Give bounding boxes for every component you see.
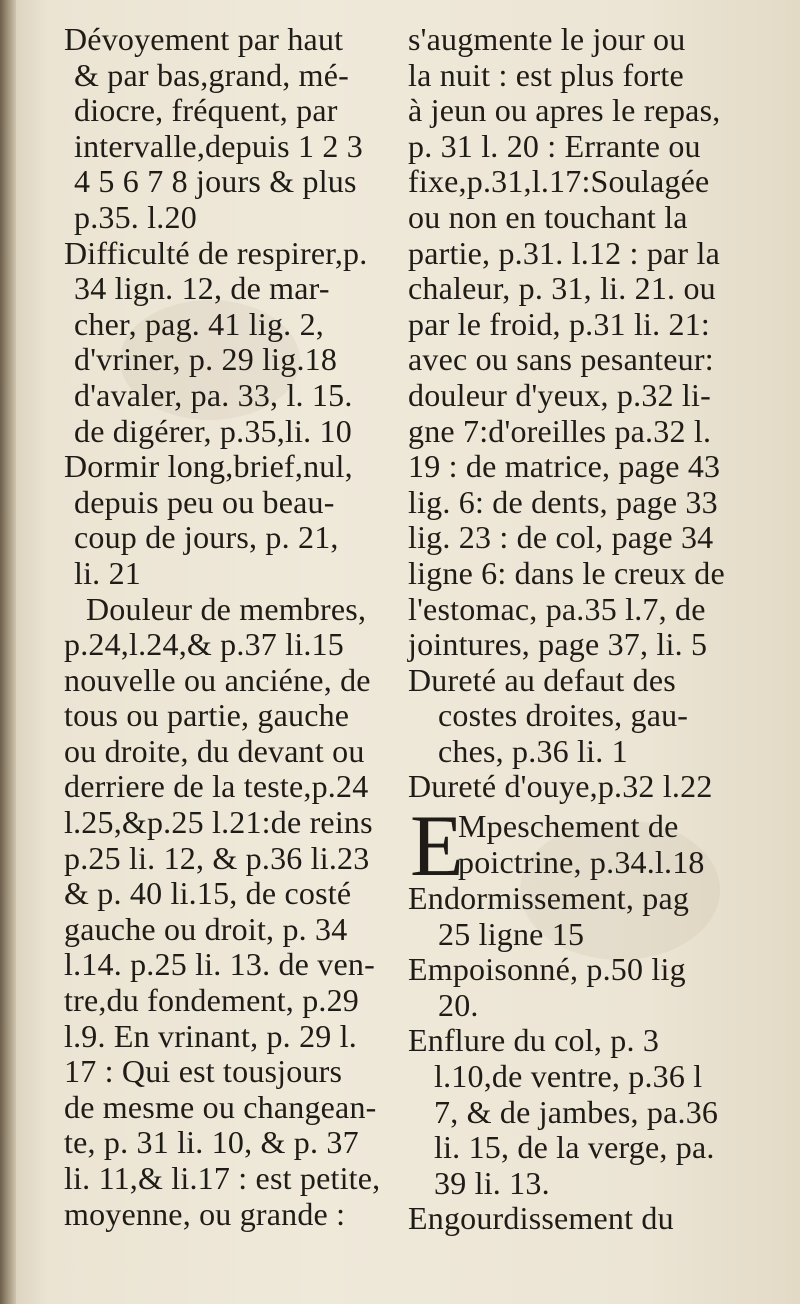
index-line: de digérer, p.35,li. 10 bbox=[74, 412, 352, 449]
index-line: li. 15, de la verge, pa. bbox=[434, 1129, 715, 1166]
index-line: tre,du fondement, p.29 bbox=[64, 982, 359, 1019]
index-line: 34 lign. 12, de mar- bbox=[74, 270, 330, 307]
index-line: l'estomac, pa.35 l.7, de bbox=[408, 590, 706, 627]
index-line: moyenne, ou grande : bbox=[64, 1195, 346, 1232]
index-line: li. 21 bbox=[74, 554, 141, 591]
index-line: gauche ou droit, p. 34 bbox=[64, 910, 348, 947]
index-line: la nuit : est plus forte bbox=[408, 56, 684, 93]
index-line: partie, p.31. l.12 : par la bbox=[408, 234, 720, 271]
index-line: intervalle,depuis 1 2 3 bbox=[74, 127, 363, 164]
index-line: de mesme ou changean- bbox=[64, 1088, 377, 1125]
index-line: 7, & de jambes, pa.36 bbox=[434, 1093, 719, 1130]
index-line: ou droite, du devant ou bbox=[64, 732, 365, 769]
index-line: Douleur de membres, bbox=[86, 590, 367, 627]
index-line: Difficulté de respirer,p. bbox=[64, 234, 368, 271]
index-line: p. 31 l. 20 : Errante ou bbox=[408, 127, 701, 164]
index-line: nouvelle ou anciéne, de bbox=[64, 661, 371, 698]
index-line: Dévoyement par haut bbox=[64, 21, 344, 57]
index-line: 17 : Qui est tousjours bbox=[64, 1053, 343, 1090]
right-column bbox=[408, 22, 738, 1237]
index-line: & p. 40 li.15, de costé bbox=[64, 875, 352, 912]
index-line: l.14. p.25 li. 13. de ven- bbox=[64, 946, 375, 983]
index-line: d'avaler, pa. 33, l. 15. bbox=[74, 376, 353, 413]
index-line: Dureté au defaut des bbox=[408, 661, 676, 698]
index-line: cher, pag. 41 lig. 2, bbox=[74, 305, 324, 342]
drop-cap-line: poictrine, p.34.l.18 bbox=[458, 844, 705, 881]
drop-cap-line: Mpeschement de bbox=[458, 808, 679, 845]
index-line: l.9. En vrinant, p. 29 l. bbox=[64, 1017, 357, 1054]
index-line: Dormir long,brief,nul, bbox=[64, 448, 353, 485]
index-line: 39 li. 13. bbox=[434, 1164, 550, 1201]
index-line: 20. bbox=[438, 986, 479, 1023]
page-gutter bbox=[0, 0, 16, 1304]
index-line: chaleur, p. 31, li. 21. ou bbox=[408, 270, 716, 307]
index-line: p.35. l.20 bbox=[74, 198, 197, 235]
index-line: d'vriner, p. 29 lig.18 bbox=[74, 341, 338, 378]
index-line: douleur d'yeux, p.32 li- bbox=[408, 376, 711, 413]
index-line: Enflure du col, p. 3 bbox=[408, 1022, 660, 1059]
index-line: gne 7:d'oreilles pa.32 l. bbox=[408, 412, 712, 449]
index-line: Endormissement, pag bbox=[408, 880, 690, 917]
index-line: Dureté d'ouye,p.32 l.22 bbox=[408, 768, 713, 805]
index-line: Empoisonné, p.50 lig bbox=[408, 951, 686, 988]
index-line: ou non en touchant la bbox=[408, 198, 688, 235]
index-line: Engourdissement du bbox=[408, 1200, 674, 1237]
index-line: ligne 6: dans le creux de bbox=[408, 554, 725, 591]
index-line: jointures, page 37, li. 5 bbox=[408, 626, 708, 663]
index-line: 4 5 6 7 8 jours & plus bbox=[74, 163, 357, 200]
drop-cap-letter: E bbox=[410, 798, 464, 896]
index-line: l.25,&p.25 l.21:de reins bbox=[64, 804, 373, 841]
index-line: 19 : de matrice, page 43 bbox=[408, 448, 721, 485]
index-line: li. 11,& li.17 : est petite, bbox=[64, 1160, 381, 1196]
index-line: avec ou sans pesanteur: bbox=[408, 341, 714, 378]
left-column bbox=[64, 22, 384, 1232]
index-line: diocre, fréquent, par bbox=[74, 92, 338, 129]
index-line: tous ou partie, gauche bbox=[64, 697, 350, 734]
index-line: & par bas,grand, mé- bbox=[74, 56, 350, 93]
index-line: depuis peu ou beau- bbox=[74, 483, 335, 520]
index-line: p.25 li. 12, & p.36 li.23 bbox=[64, 839, 370, 876]
index-line: costes droites, gau- bbox=[438, 697, 689, 734]
index-line: à jeun ou apres le repas, bbox=[408, 92, 721, 129]
index-line: te, p. 31 li. 10, & p. 37 bbox=[64, 1124, 359, 1161]
index-line: lig. 6: de dents, page 33 bbox=[408, 483, 718, 520]
drop-cap-entry bbox=[408, 798, 738, 896]
index-line: par le froid, p.31 li. 21: bbox=[408, 305, 711, 342]
index-line: coup de jours, p. 21, bbox=[74, 519, 339, 556]
index-line: p.24,l.24,& p.37 li.15 bbox=[64, 626, 344, 663]
index-line: ches, p.36 li. 1 bbox=[438, 732, 628, 769]
index-line: s'augmente le jour ou bbox=[408, 21, 686, 57]
index-line: derriere de la teste,p.24 bbox=[64, 768, 369, 805]
index-line: l.10,de ventre, p.36 l bbox=[434, 1058, 703, 1095]
index-line: fixe,p.31,l.17:Soulagée bbox=[408, 163, 710, 200]
index-line: 25 ligne 15 bbox=[438, 915, 585, 952]
index-line: lig. 23 : de col, page 34 bbox=[408, 519, 714, 556]
